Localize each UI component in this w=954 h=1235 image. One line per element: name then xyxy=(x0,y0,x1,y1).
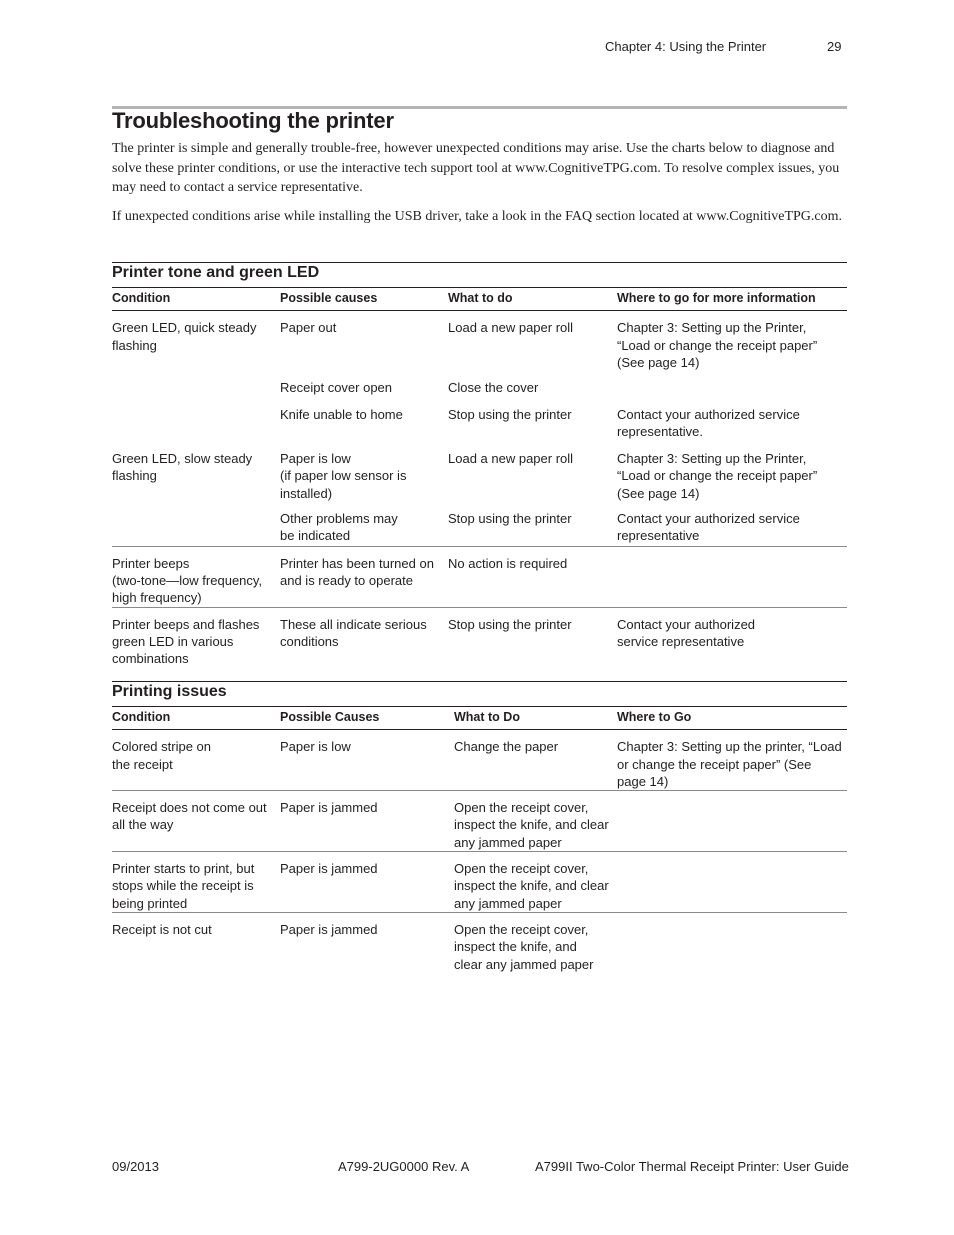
table-cell: Stop using the printer xyxy=(448,407,572,423)
table-row xyxy=(112,442,847,502)
table-header-row xyxy=(112,288,847,311)
table-cell: Contact your authorized service representative xyxy=(617,616,756,649)
table-cell: Contact your authorized service representative. xyxy=(617,407,800,440)
table-row xyxy=(112,791,847,852)
table-cell: Colored stripe on the receipt xyxy=(112,730,280,791)
section-rule xyxy=(112,262,847,263)
intro-paragraph: If unexpected conditions arise while installing the USB driver, take a look in the FAQ section located at www.CognitiveTPG.com. xyxy=(112,209,843,224)
table-cell: Open the receipt cover, inspect the knife, and clear any jammed paper xyxy=(454,921,594,972)
table-cell: Open the receipt cover, inspect the knife, and clear any jammed paper xyxy=(454,852,617,913)
column-header: Where to Go xyxy=(617,707,847,730)
table-cell xyxy=(617,546,847,607)
table-cell: Knife unable to home xyxy=(280,407,403,423)
table-cell: No action is required xyxy=(448,546,617,607)
column-header: Where to go for more information xyxy=(617,288,847,311)
table-cell: Chapter 3: Setting up the printer, “Load or change the receipt paper” (See page 14) xyxy=(617,730,847,791)
table-row xyxy=(112,912,847,972)
table-cell: Printer has been turned on and is ready to operate xyxy=(280,546,448,607)
table-row xyxy=(112,398,847,442)
table-cell: Stop using the printer xyxy=(448,616,572,632)
table-cell xyxy=(112,371,280,398)
table-cell: Contact your authorized service representative xyxy=(617,502,847,546)
column-header: Possible Causes xyxy=(280,707,454,730)
table-cell: Chapter 3: Setting up the Printer, “Load or change the receipt paper” (See page 14) xyxy=(617,451,818,501)
table-row xyxy=(112,730,847,791)
tone-led-table xyxy=(112,287,847,667)
table-cell: Change the paper xyxy=(454,730,617,791)
table-cell: Open the receipt cover, inspect the knife, and clear any jammed paper xyxy=(454,791,617,852)
table-cell: Paper is jammed xyxy=(280,791,454,852)
table-row xyxy=(112,546,847,607)
table-cell xyxy=(617,371,847,398)
footer-date: 09/2013 xyxy=(112,1159,159,1174)
table-header-row xyxy=(112,707,847,730)
table-cell: Receipt cover open xyxy=(280,380,393,396)
column-header: What to do xyxy=(448,288,617,311)
table-cell: Chapter 3: Setting up the Printer, “Load or change the receipt paper” (See page 14) xyxy=(617,320,818,370)
table-cell: Receipt is not cut xyxy=(112,921,212,937)
table-cell: Printer beeps and flashes green LED in various combinations xyxy=(112,616,260,667)
table-cell: Load a new paper roll xyxy=(448,451,574,467)
table-cell xyxy=(112,502,280,546)
intro-paragraph: The printer is simple and generally trouble-free, however unexpected conditions may arise. Use the charts below to diagnose and solve these printer conditions, or use the interactive tech support tool at www.CognitiveTPG.com. To resolve complex issues, you may need to contact a service representative. xyxy=(112,141,840,195)
table-cell: Paper is low (if paper low sensor is installed) xyxy=(280,451,407,501)
table-cell: Other problems may be indicated xyxy=(280,502,448,546)
table-cell xyxy=(112,398,280,442)
table-row xyxy=(112,502,847,546)
table-row xyxy=(112,852,847,913)
table-cell: Stop using the printer xyxy=(448,502,617,546)
printing-issues-table xyxy=(112,706,847,973)
footer-document-number: A799-2UG0000 Rev. A xyxy=(338,1159,470,1174)
table-cell: Paper is low xyxy=(280,730,454,791)
table-cell: Printer beeps (two-tone—low frequency, high frequency) xyxy=(112,546,280,607)
table-cell: Receipt does not come out all the way xyxy=(112,791,280,852)
table-cell: Paper out xyxy=(280,320,337,336)
table-cell: These all indicate serious conditions xyxy=(280,616,427,649)
page-number: 29 xyxy=(827,39,842,54)
table-row xyxy=(112,607,847,667)
table-cell: Green LED, quick steady flashing xyxy=(112,320,257,353)
footer-document-title: A799II Two-Color Thermal Receipt Printer: User Guide xyxy=(535,1159,849,1174)
table-cell xyxy=(617,791,847,852)
running-header-chapter: Chapter 4: Using the Printer xyxy=(605,39,767,54)
table-cell: Paper is jammed xyxy=(280,921,378,937)
table-cell: Load a new paper roll xyxy=(448,320,574,336)
section-heading-printing: Printing issues xyxy=(112,683,227,700)
table-row xyxy=(112,311,847,371)
column-header: Possible causes xyxy=(280,288,448,311)
column-header: Condition xyxy=(112,288,280,311)
table-cell: Close the cover xyxy=(448,380,539,396)
table-cell: Printer starts to print, but stops while the receipt is being printed xyxy=(112,852,280,913)
column-header: What to Do xyxy=(454,707,617,730)
page-title: Troubleshooting the printer xyxy=(112,108,394,133)
table-row xyxy=(112,371,847,398)
table-cell xyxy=(617,852,847,913)
table-cell: Paper is jammed xyxy=(280,852,454,913)
section-rule xyxy=(112,681,847,682)
section-heading-tone: Printer tone and green LED xyxy=(112,264,320,281)
table-cell xyxy=(617,912,847,972)
table-cell: Green LED, slow steady flashing xyxy=(112,451,253,484)
column-header: Condition xyxy=(112,707,280,730)
